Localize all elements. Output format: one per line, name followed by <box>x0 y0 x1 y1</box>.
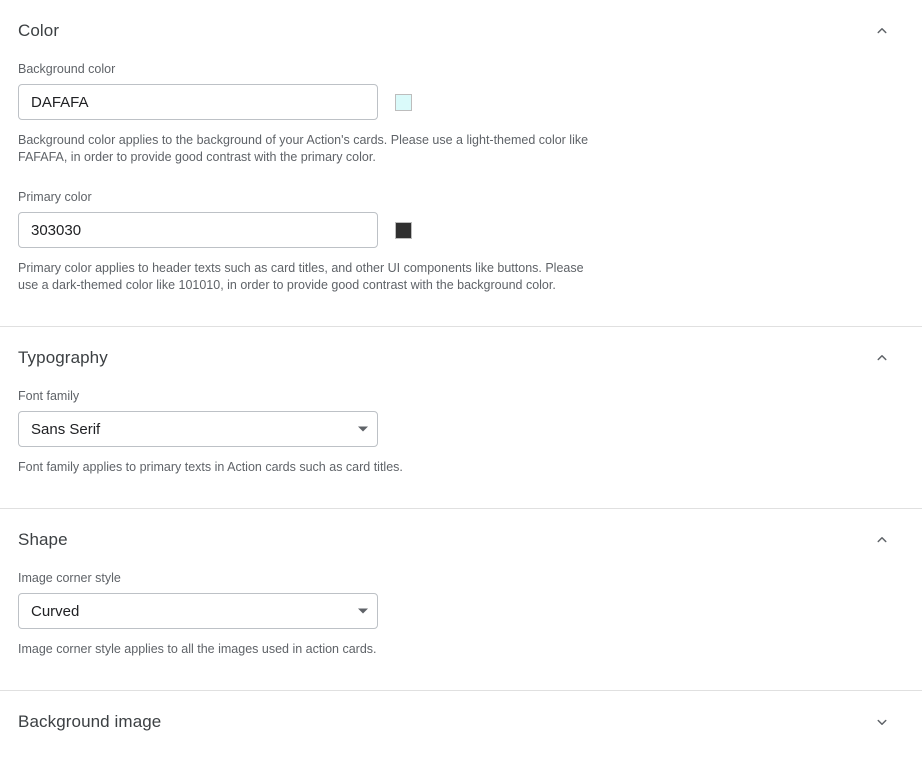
field-font-family <box>18 389 904 476</box>
section-header-shape[interactable] <box>18 509 904 571</box>
primary-color-row <box>18 212 904 248</box>
image-corner-style-help: Image corner style applies to all the images used in action cards. <box>18 642 377 656</box>
image-corner-style-select-wrap <box>18 593 378 629</box>
field-image-corner-style <box>18 571 904 658</box>
section-shape <box>0 508 922 690</box>
section-typography <box>0 326 922 508</box>
section-title-background-image: Background image <box>18 712 162 731</box>
background-color-swatch[interactable] <box>395 94 412 111</box>
chevron-up-icon[interactable] <box>870 346 894 370</box>
background-color-label: Background color <box>18 62 116 76</box>
section-title-color: Color <box>18 21 60 40</box>
section-color <box>0 0 922 326</box>
image-corner-style-label: Image corner style <box>18 571 121 585</box>
field-primary-color <box>18 190 904 294</box>
chevron-up-icon[interactable] <box>870 528 894 552</box>
field-background-color <box>18 62 904 166</box>
background-color-input[interactable] <box>18 84 378 120</box>
chevron-up-icon[interactable] <box>870 19 894 43</box>
font-family-label: Font family <box>18 389 80 403</box>
section-header-typography[interactable] <box>18 327 904 389</box>
primary-color-help: Primary color applies to header texts such as card titles, and other UI components like buttons. Please use a dark-themed color like 101010, in order to provide good contrast with the background color. <box>18 261 584 292</box>
section-header-color[interactable] <box>18 0 904 62</box>
font-family-select[interactable]: Sans Serif <box>18 411 378 447</box>
primary-color-input[interactable] <box>18 212 378 248</box>
section-background-image <box>0 690 922 753</box>
primary-color-label: Primary color <box>18 190 92 204</box>
background-color-help: Background color applies to the background of your Action's cards. Please use a light-themed color like FAFAFA, in order to provide good contrast with the primary color. <box>18 133 589 164</box>
font-family-select-wrap <box>18 411 378 447</box>
section-header-background-image[interactable] <box>18 691 904 753</box>
font-family-help: Font family applies to primary texts in Action cards such as card titles. <box>18 460 403 474</box>
section-title-shape: Shape <box>18 530 68 549</box>
section-title-typography: Typography <box>18 348 108 367</box>
image-corner-style-select[interactable]: Curved <box>18 593 378 629</box>
primary-color-swatch[interactable] <box>395 222 412 239</box>
background-color-row <box>18 84 904 120</box>
chevron-down-icon[interactable] <box>870 710 894 734</box>
